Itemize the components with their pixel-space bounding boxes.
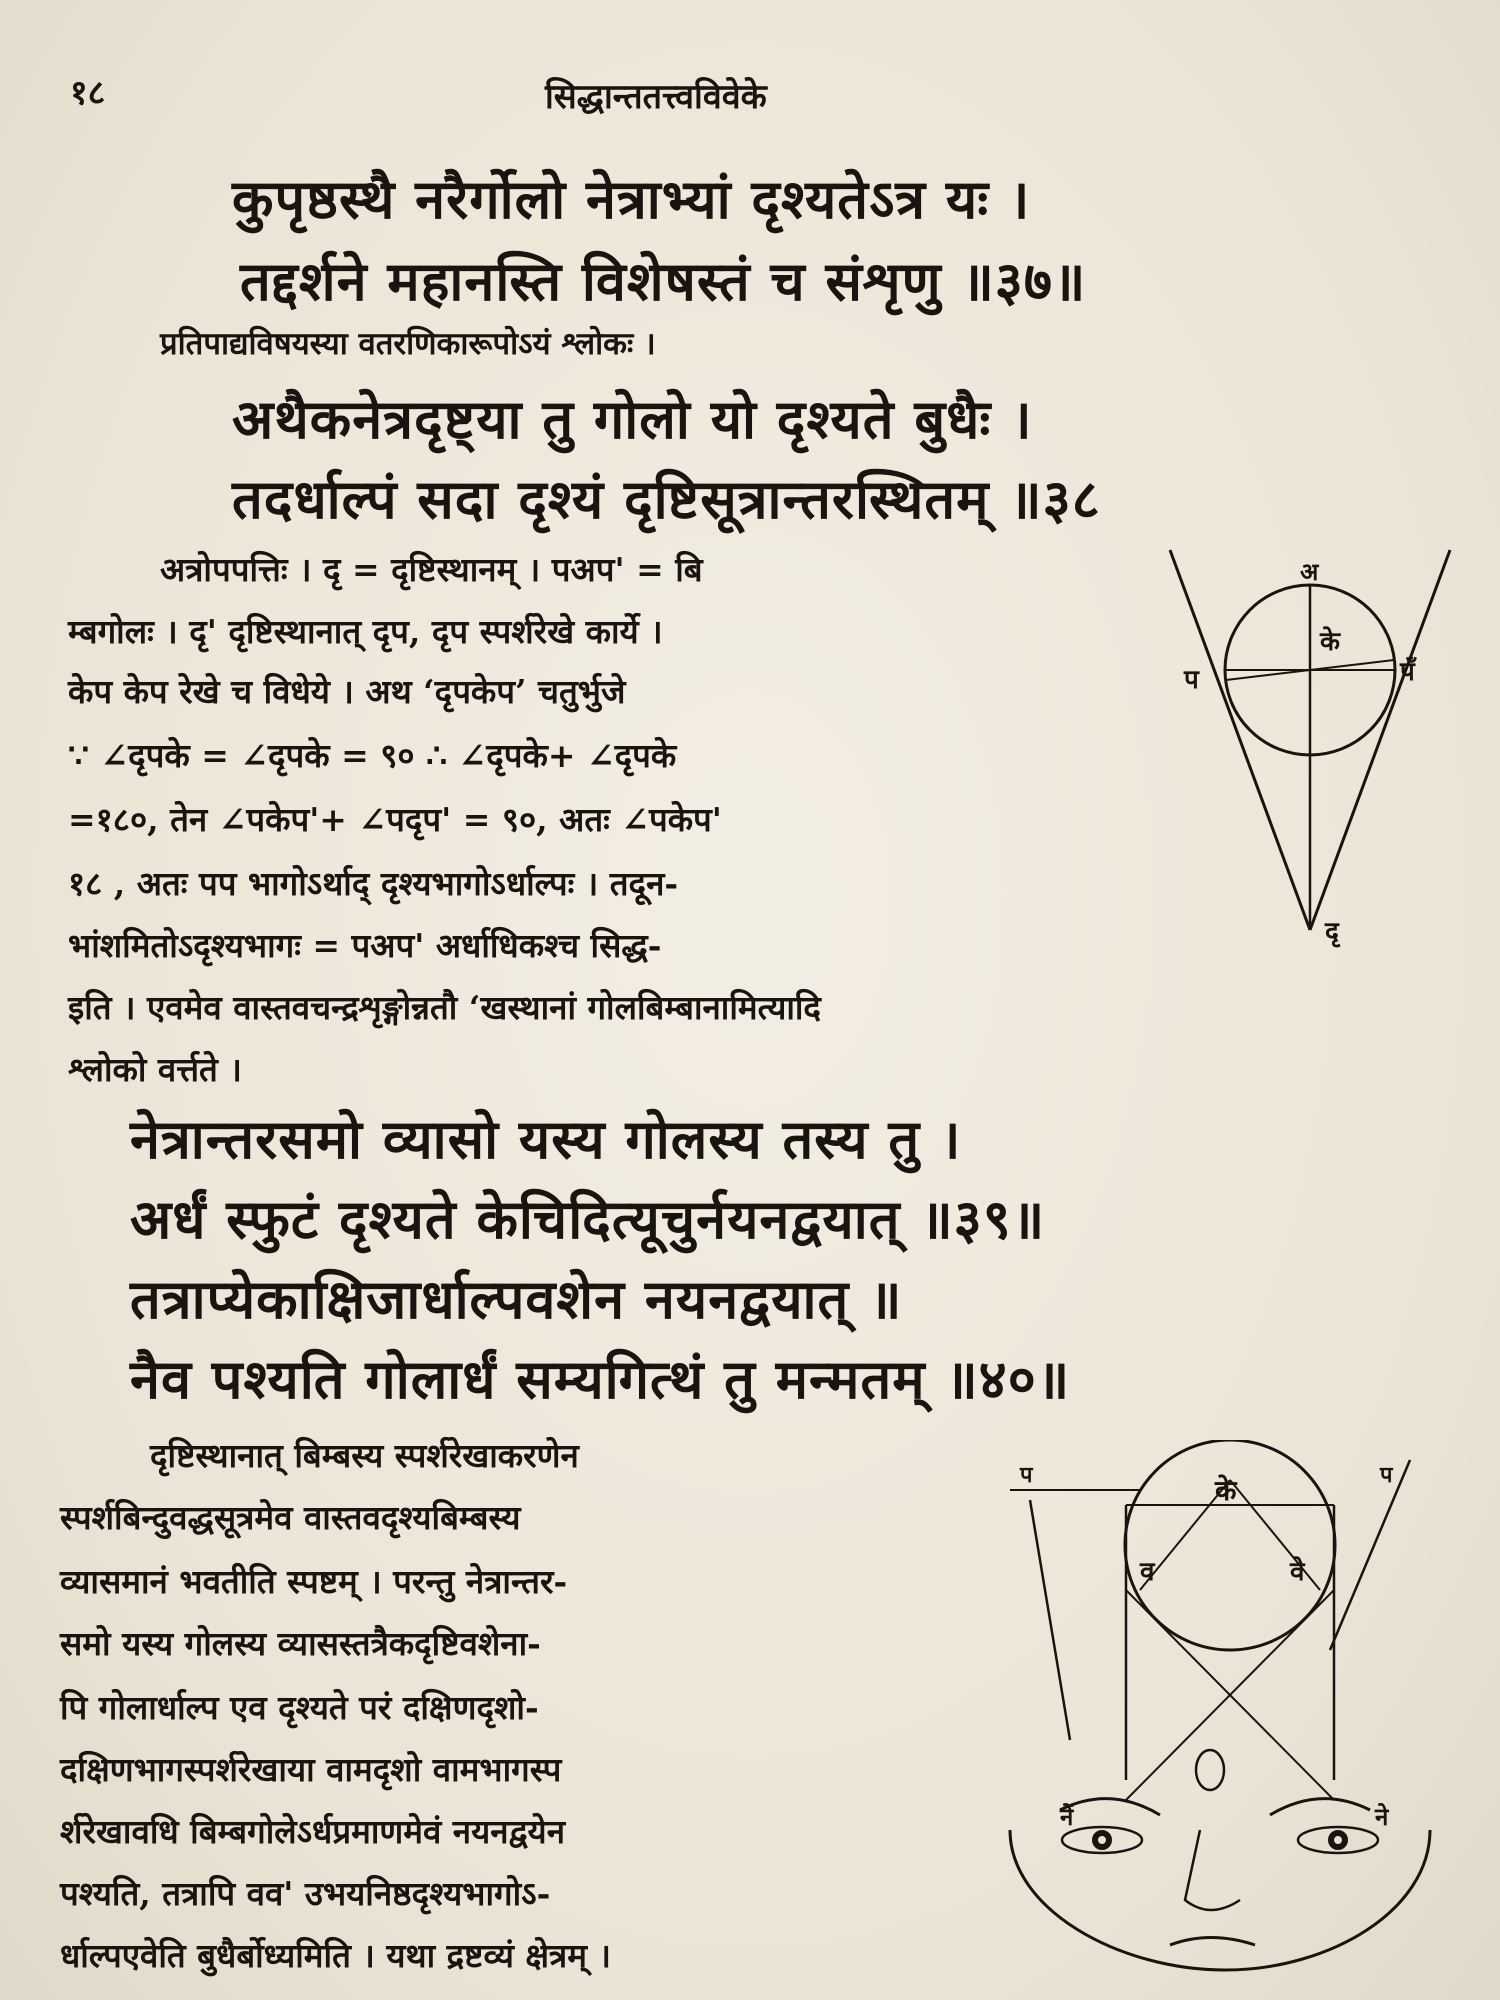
verse-line: तदर्धाल्पं सदा दृश्यं दृष्टिसूत्रान्तरस्थितम् ॥३८ (232, 467, 1101, 531)
verse-line: तत्राप्येकाक्षिजार्धाल्पवशेन नयनद्वयात् ॥ (130, 1267, 903, 1331)
commentary-line: भांशमितोऽदृश्यभागः = पअप' अर्धाधिकश्च सिद्ध- (68, 926, 662, 965)
commentary-line: अत्रोपपत्तिः । दृ = दृष्टिस्थानम् । पअप' = बि (160, 550, 703, 589)
commentary-line: इति । एवमेव वास्तवचन्द्रशृङ्गोन्नतौ ‘खस्थानां गोलबिम्बानामित्यादि (68, 988, 821, 1027)
verse-line: अथैकनेत्रदृष्ट्या तु गोलो यो दृश्यते बुधैः । (232, 387, 1033, 451)
figure-label: नें (1060, 1802, 1074, 1831)
page-number: १८ (70, 73, 106, 113)
figure-label: ने (1375, 1802, 1389, 1831)
commentary-line: =१८०, तेन ∠पकेप'+ ∠पदृप' = ९०, अतः ∠पकेप' (68, 800, 722, 839)
commentary-line: केप केप रेखे च विधेये । अथ ‘दृपकेप’ चतुर्भुजे (68, 672, 626, 711)
figure-label: प (1184, 665, 1199, 695)
verse-line: अर्धं स्फुटं दृश्यते केचिदित्यूचुर्नयनद्वयात् ॥३९॥ (130, 1187, 1046, 1251)
figure-label: के (1215, 1474, 1237, 1507)
commentary-line: समो यस्य गोलस्य व्यासस्तत्रैकदृष्टिवशेना- (60, 1624, 541, 1663)
figure-label: प (1020, 1462, 1033, 1488)
verse-line: नेत्रान्तरसमो व्यासो यस्य गोलस्य तस्य तु । (130, 1107, 962, 1171)
verse-line: तद्दर्शने महानस्ति विशेषस्तं च संशृणु ॥३७॥ (240, 249, 1087, 313)
figure-label: व (1140, 1557, 1155, 1587)
commentary-line: श्लोको वर्त्तते । (68, 1050, 242, 1089)
figure-label: के (1320, 627, 1340, 657)
verse-line: कुपृष्ठस्थै नरैर्गोलो नेत्राभ्यां दृश्यतेऽत्र यः । (232, 167, 1031, 231)
commentary-line: १८ , अतः पप भागोऽर्थाद् दृश्यभागोऽर्धाल्पः । तदून- (68, 864, 679, 903)
commentary-line: पि गोलार्धाल्प एव दृश्यते परं दक्षिणदृशो- (60, 1688, 539, 1727)
running-title: सिद्धान्ततत्त्वविवेके (545, 77, 767, 117)
binocular-view-diagram (1000, 1440, 1440, 1980)
commentary-line: र्धाल्पएवेति बुधैर्बोध्यमिति । यथा द्रष्टव्यं क्षेत्रम् । (60, 1936, 611, 1975)
verse-line: नैव पश्यति गोलार्धं सम्यगित्थं तु मन्मतम् ॥४०॥ (130, 1347, 1071, 1411)
commentary-line: पश्यति, तत्रापि वव' उभयनिष्ठदृश्यभागोऽ- (60, 1874, 551, 1913)
figure-label: दृ (1325, 917, 1339, 947)
commentary-line: र्शरेखावधि बिम्बगोलेऽर्धप्रमाणमेवं नयनद्वयेन (60, 1812, 566, 1851)
intro-line: प्रतिपाद्यविषयस्या वतरणिकारूपोऽयं श्लोकः । (160, 326, 656, 362)
commentary-line: ∵ ∠दृपके = ∠दृपके = ९० ∴ ∠दृपके+ ∠दृपके (68, 736, 677, 775)
commentary-line: व्यासमानं भवतीति स्पष्टम् । परन्तु नेत्रान्तर- (60, 1562, 568, 1601)
commentary-line: म्बगोलः । दृ' दृष्टिस्थानात् दृप, दृप स्पर्शरेखे कार्ये । (68, 612, 663, 651)
figure-label: प (1380, 1462, 1393, 1488)
commentary-line: स्पर्शबिन्दुवद्धसूत्रमेव वास्तवदृश्यबिम्बस्य (60, 1498, 521, 1537)
figure-label: वे (1290, 1557, 1305, 1587)
sight-cone-diagram (1160, 540, 1460, 960)
figure-label: अ (1300, 557, 1319, 586)
figure-label: पँ (1400, 657, 1415, 687)
commentary-line: दृष्टिस्थानात् बिम्बस्य स्पर्शरेखाकरणेन (150, 1436, 579, 1475)
commentary-line: दक्षिणभागस्पर्शरेखाया वामदृशो वामभागस्प (60, 1750, 562, 1789)
